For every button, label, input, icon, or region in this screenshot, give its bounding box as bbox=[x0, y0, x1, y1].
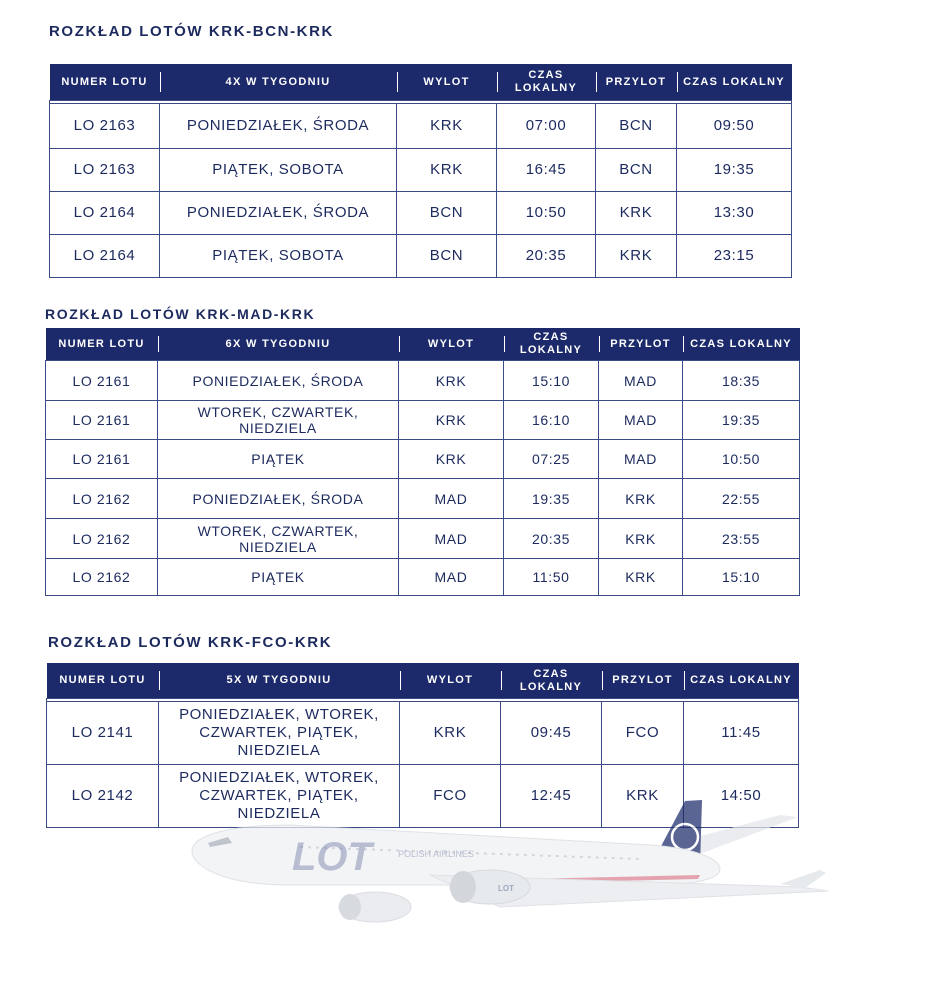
header-arrival: PRZYLOT bbox=[599, 328, 683, 361]
table-header-row bbox=[47, 663, 799, 699]
cell-departure-time: 15:10 bbox=[504, 361, 599, 401]
header-departure: WYLOT bbox=[400, 663, 501, 699]
livery-text: POLISH AIRLINES bbox=[398, 849, 475, 859]
cell-days: PONIEDZIAŁEK, ŚRODA bbox=[158, 479, 399, 519]
header-frequency: 5X W TYGODNIU bbox=[159, 663, 400, 699]
header-frequency: 4X W TYGODNIU bbox=[160, 64, 397, 101]
cell-departure: KRK bbox=[399, 440, 504, 479]
cell-departure: BCN bbox=[397, 192, 497, 235]
table-header-row bbox=[50, 64, 792, 101]
table-header-row bbox=[46, 328, 800, 361]
table-row bbox=[50, 104, 792, 149]
cell-days: WTOREK, CZWARTEK, NIEDZIELA bbox=[158, 401, 399, 440]
table-row bbox=[50, 235, 792, 278]
cell-arrival: MAD bbox=[599, 361, 683, 401]
cell-departure-time: 11:50 bbox=[504, 559, 599, 596]
cell-departure-time: 12:45 bbox=[501, 765, 602, 828]
cell-arrival: MAD bbox=[599, 440, 683, 479]
cell-arrival-time: 18:35 bbox=[683, 361, 800, 401]
cell-arrival: BCN bbox=[596, 104, 677, 149]
cell-arrival-time: 19:35 bbox=[677, 149, 792, 192]
table-row bbox=[50, 149, 792, 192]
cell-flight-number: LO 2162 bbox=[46, 519, 158, 559]
cell-flight-number: LO 2163 bbox=[50, 104, 160, 149]
table-row bbox=[46, 440, 800, 479]
header-departure-time: CZAS LOKALNY bbox=[504, 328, 599, 361]
header-arrival: PRZYLOT bbox=[602, 663, 684, 699]
header-departure: WYLOT bbox=[399, 328, 504, 361]
header-arrival-time: CZAS LOKALNY bbox=[684, 663, 799, 699]
table-row bbox=[46, 519, 800, 559]
cell-departure: MAD bbox=[399, 479, 504, 519]
cell-arrival-time: 11:45 bbox=[684, 702, 799, 765]
cell-flight-number: LO 2163 bbox=[50, 149, 160, 192]
cell-departure-time: 09:45 bbox=[501, 702, 602, 765]
cell-departure: FCO bbox=[400, 765, 501, 828]
header-arrival-time: CZAS LOKALNY bbox=[683, 328, 800, 361]
cell-arrival-time: 23:55 bbox=[683, 519, 800, 559]
cell-departure-time: 07:25 bbox=[504, 440, 599, 479]
header-departure: WYLOT bbox=[397, 64, 497, 101]
table-row bbox=[46, 361, 800, 401]
cell-departure-time: 16:10 bbox=[504, 401, 599, 440]
cell-flight-number: LO 2161 bbox=[46, 401, 158, 440]
cell-flight-number: LO 2141 bbox=[47, 702, 159, 765]
cell-days: PONIEDZIAŁEK, ŚRODA bbox=[160, 192, 397, 235]
cell-arrival: KRK bbox=[596, 192, 677, 235]
table-row bbox=[47, 702, 799, 765]
cell-departure: KRK bbox=[399, 361, 504, 401]
cell-departure: KRK bbox=[399, 401, 504, 440]
cell-arrival-time: 09:50 bbox=[677, 104, 792, 149]
cell-arrival: BCN bbox=[596, 149, 677, 192]
cell-departure: KRK bbox=[400, 702, 501, 765]
cell-arrival-time: 19:35 bbox=[683, 401, 800, 440]
cell-days: PONIEDZIAŁEK, ŚRODA bbox=[158, 361, 399, 401]
cell-departure-time: 19:35 bbox=[504, 479, 599, 519]
cell-arrival: KRK bbox=[602, 765, 684, 828]
cell-departure-time: 10:50 bbox=[497, 192, 596, 235]
cell-departure-time: 16:45 bbox=[497, 149, 596, 192]
schedule-table-bcn bbox=[49, 64, 792, 278]
table-row bbox=[46, 401, 800, 440]
engine-logo: LOT bbox=[498, 884, 514, 893]
header-flight-number: NUMER LOTU bbox=[46, 328, 158, 361]
cell-arrival-time: 13:30 bbox=[677, 192, 792, 235]
header-frequency: 6X W TYGODNIU bbox=[158, 328, 399, 361]
cell-flight-number: LO 2164 bbox=[50, 235, 160, 278]
cell-arrival-time: 10:50 bbox=[683, 440, 800, 479]
section-title-bcn: ROZKŁAD LOTÓW KRK-BCN-KRK bbox=[49, 23, 334, 40]
cell-departure: MAD bbox=[399, 519, 504, 559]
cell-departure: KRK bbox=[397, 104, 497, 149]
cell-flight-number: LO 2162 bbox=[46, 479, 158, 519]
table-row bbox=[50, 192, 792, 235]
cell-departure: MAD bbox=[399, 559, 504, 596]
cell-days: PONIEDZIAŁEK, WTOREK, CZWARTEK, PIĄTEK, NIEDZIELA bbox=[159, 765, 400, 828]
cell-days: PIĄTEK, SOBOTA bbox=[160, 235, 397, 278]
cell-flight-number: LO 2164 bbox=[50, 192, 160, 235]
cell-departure: BCN bbox=[397, 235, 497, 278]
cell-arrival-time: 15:10 bbox=[683, 559, 800, 596]
cell-days: PONIEDZIAŁEK, ŚRODA bbox=[160, 104, 397, 149]
section-title-mad: ROZKŁAD LOTÓW KRK-MAD-KRK bbox=[45, 306, 316, 322]
header-flight-number: NUMER LOTU bbox=[47, 663, 159, 699]
cell-departure: KRK bbox=[397, 149, 497, 192]
cell-departure-time: 07:00 bbox=[497, 104, 596, 149]
schedule-table-mad bbox=[45, 328, 800, 596]
cell-arrival-time: 22:55 bbox=[683, 479, 800, 519]
cell-flight-number: LO 2142 bbox=[47, 765, 159, 828]
cell-days: PIĄTEK bbox=[158, 440, 399, 479]
header-departure-time: CZAS LOKALNY bbox=[497, 64, 596, 101]
cell-flight-number: LO 2161 bbox=[46, 440, 158, 479]
lot-airplane-illustration bbox=[180, 795, 840, 930]
table-row bbox=[46, 559, 800, 596]
section-title-fco: ROZKŁAD LOTÓW KRK-FCO-KRK bbox=[48, 634, 333, 651]
cell-arrival-time: 14:50 bbox=[684, 765, 799, 828]
header-arrival: PRZYLOT bbox=[596, 64, 677, 101]
cell-arrival: KRK bbox=[596, 235, 677, 278]
cell-arrival: KRK bbox=[599, 479, 683, 519]
cell-flight-number: LO 2161 bbox=[46, 361, 158, 401]
cell-flight-number: LO 2162 bbox=[46, 559, 158, 596]
cell-days: WTOREK, CZWARTEK, NIEDZIELA bbox=[158, 519, 399, 559]
cell-arrival: MAD bbox=[599, 401, 683, 440]
cell-departure-time: 20:35 bbox=[504, 519, 599, 559]
cell-arrival-time: 23:15 bbox=[677, 235, 792, 278]
cell-departure-time: 20:35 bbox=[497, 235, 596, 278]
cell-arrival: FCO bbox=[602, 702, 684, 765]
header-arrival-time: CZAS LOKALNY bbox=[677, 64, 792, 101]
lot-logo: LOT bbox=[292, 835, 372, 879]
cell-days: PIĄTEK bbox=[158, 559, 399, 596]
table-row bbox=[46, 479, 800, 519]
cell-arrival: KRK bbox=[599, 559, 683, 596]
header-departure-time: CZAS LOKALNY bbox=[501, 663, 602, 699]
cell-days: PONIEDZIAŁEK, WTOREK, CZWARTEK, PIĄTEK, NIEDZIELA bbox=[159, 702, 400, 765]
cell-days: PIĄTEK, SOBOTA bbox=[160, 149, 397, 192]
header-flight-number: NUMER LOTU bbox=[50, 64, 160, 101]
cell-arrival: KRK bbox=[599, 519, 683, 559]
